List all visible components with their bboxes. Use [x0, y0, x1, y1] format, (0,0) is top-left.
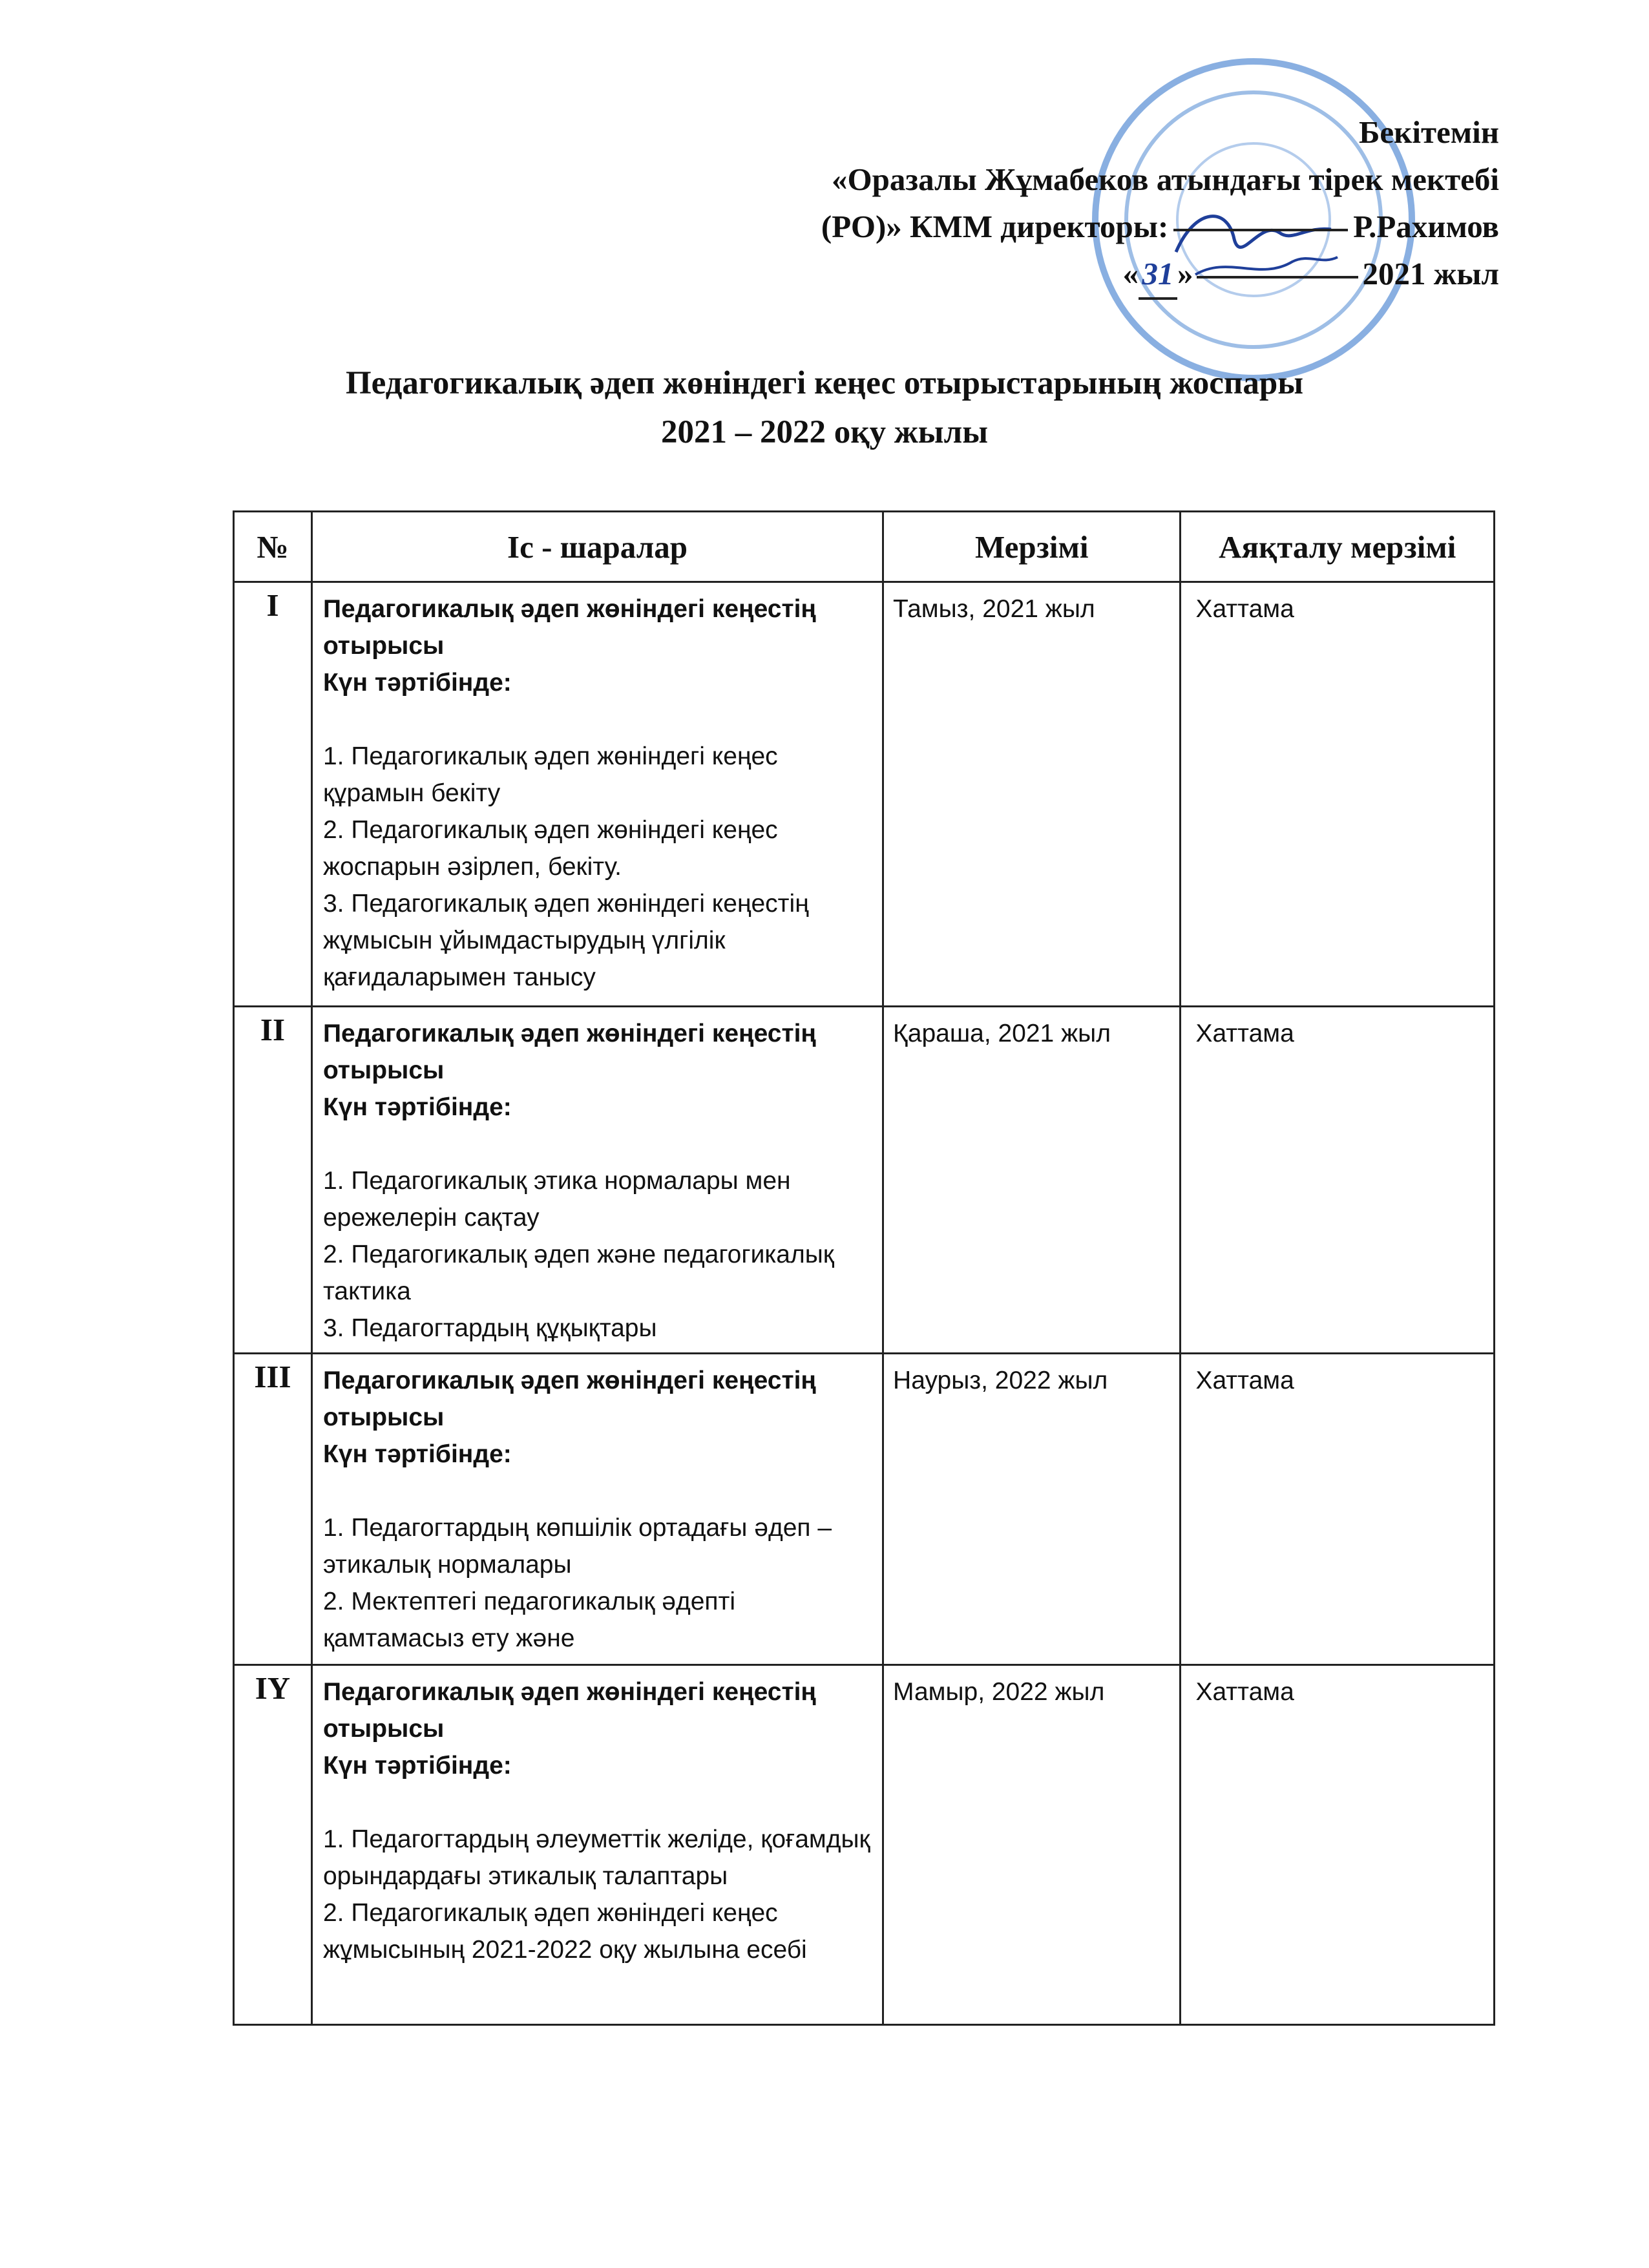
plan-table [233, 510, 1495, 2026]
row-completion: Хаттама [1181, 1665, 1495, 2025]
agenda-label: Күн тәртібінде: [322, 1752, 512, 1780]
agenda-item: 2. Педагогикалық әдеп жөніндегі кеңес жұмысының 2021-2022 оқу жылына есебі [322, 1899, 807, 1964]
row-number: III [234, 1354, 312, 1665]
director-position: (РО)» КММ директоры: [821, 209, 1169, 244]
row-activity [311, 1665, 883, 2025]
table-row [234, 1354, 1495, 1665]
signature-line [1173, 229, 1348, 231]
row-number: IY [234, 1665, 312, 2025]
agenda-item: 2. Педагогикалық әдеп және педагогикалық тактика [322, 1241, 834, 1305]
row-completion: Хаттама [1181, 1354, 1495, 1665]
row-deadline: Тамыз, 2021 жыл [883, 582, 1181, 1007]
header-deadline: Мерзімі [883, 512, 1181, 582]
activity-title: Педагогикалық әдеп жөніндегі кеңестің отырысы [322, 1367, 816, 1431]
agenda-item: 1. Педагогтардың әлеуметтік желіде, қоғамдық орындардағы этикалық талаптары [322, 1825, 870, 1890]
date-open-quote: « [1122, 256, 1139, 291]
agenda-label: Күн тәртібінде: [322, 1440, 512, 1468]
approval-date [530, 250, 1499, 300]
table-header-row [234, 512, 1495, 582]
table-row [234, 582, 1495, 1007]
header-completion: Аяқталу мерзімі [1181, 512, 1495, 582]
date-month-line [1197, 276, 1358, 278]
approval-block [530, 109, 1499, 300]
row-number: II [234, 1007, 312, 1354]
agenda-item: 3. Педагогикалық әдеп жөніндегі кеңестің жұмысын ұйымдастырудың үлгілік қағидаларымен танысу [322, 890, 809, 991]
approval-heading: Бекітемін [1358, 114, 1499, 150]
date-close-quote: » [1177, 256, 1193, 291]
row-completion: Хаттама [1181, 582, 1495, 1007]
row-activity [311, 1007, 883, 1354]
agenda-item: 2. Мектептегі педагогикалық әдепті қамтамасыз ету және [322, 1588, 736, 1652]
agenda-item: 1. Педагогикалық этика нормалары мен ережелерін сақтау [322, 1167, 791, 1232]
date-day: 31 [1139, 250, 1177, 300]
row-completion: Хаттама [1181, 1007, 1495, 1354]
table-row [234, 1665, 1495, 2025]
agenda-item: 2. Педагогикалық әдеп жөніндегі кеңес жоспарын әзірлеп, бекіту. [322, 816, 778, 881]
agenda-item: 1. Педагогикалық әдеп жөніндегі кеңес құрамын бекіту [322, 742, 778, 807]
director-name: Р.Рахимов [1353, 209, 1499, 244]
activity-title: Педагогикалық әдеп жөніндегі кеңестің отырысы [322, 1020, 816, 1084]
agenda-item: 3. Педагогтардың құқықтары [322, 1314, 657, 1342]
row-deadline: Мамыр, 2022 жыл [883, 1665, 1181, 2025]
row-activity [311, 1354, 883, 1665]
activity-title: Педагогикалық әдеп жөніндегі кеңестің отырысы [322, 1678, 816, 1743]
row-activity [311, 582, 883, 1007]
title-line2: 2021 – 2022 оқу жылы [660, 414, 989, 450]
title-line1: Педагогикалық әдеп жөніндегі кеңес отырыстарының жоспары [345, 365, 1304, 401]
agenda-label: Күн тәртібінде: [322, 1093, 512, 1121]
activity-title: Педагогикалық әдеп жөніндегі кеңестің отырысы [322, 595, 816, 660]
table-row [234, 1007, 1495, 1354]
agenda-item: 1. Педагогтардың көпшілік ортадағы әдеп – этикалық нормалары [322, 1514, 832, 1579]
document-title [0, 359, 1649, 457]
row-number: I [234, 582, 312, 1007]
agenda-label: Күн тәртібінде: [322, 669, 512, 697]
row-deadline: Наурыз, 2022 жыл [883, 1354, 1181, 1665]
date-year: 2021 жыл [1362, 256, 1499, 291]
header-activities: Іс - шаралар [311, 512, 883, 582]
approval-org-line2 [530, 203, 1499, 250]
row-deadline: Қараша, 2021 жыл [883, 1007, 1181, 1354]
approval-org-line1: «Оразалы Жұмабеков атындағы тірек мектебі [832, 162, 1499, 197]
header-number: № [234, 512, 312, 582]
